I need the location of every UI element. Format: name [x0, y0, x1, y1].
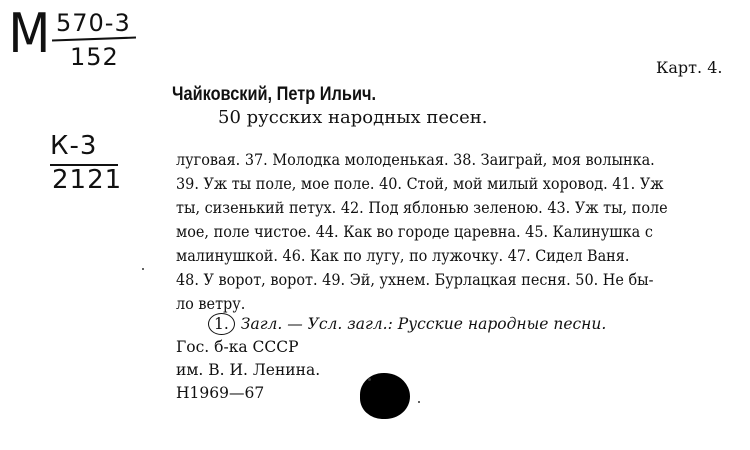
handwritten-shelf-subnumber: 152	[70, 43, 119, 71]
work-title: 50 русских народных песен.	[218, 107, 488, 128]
library-name-continued: им. В. И. Ленина.	[176, 361, 321, 379]
handwritten-k-subcode: 2121	[52, 165, 123, 195]
catalog-number: Н1969—67	[176, 384, 265, 402]
library-name: Гос. б-ка СССР	[176, 338, 299, 356]
contents-line: ло ветру.	[176, 295, 246, 313]
note-number: 1.	[208, 313, 235, 335]
contents-line: 39. Уж ты поле, мое поле. 40. Стой, мой милый хоровод. 41. Уж	[176, 175, 664, 193]
author-heading: Чайковский, Петр Ильич.	[172, 84, 377, 105]
card-number: Карт. 4.	[656, 58, 723, 77]
handwritten-k-code: К-3	[50, 131, 98, 161]
title-note	[208, 312, 606, 336]
ink-speck	[368, 378, 371, 381]
ink-speck	[418, 401, 420, 403]
note-text: Загл. — Усл. загл.: Русские народные песни.	[240, 315, 607, 333]
handwritten-m-mark: М	[8, 2, 52, 65]
contents-line: мое, поле чистое. 44. Как во городе царевна. 45. Калинушка с	[176, 223, 653, 241]
contents-line: ты, сизенький петух. 42. Под яблонью зеленою. 43. Уж ты, поле	[176, 199, 668, 217]
contents-text	[176, 148, 736, 316]
ink-speck	[142, 268, 144, 270]
contents-line: 48. У ворот, ворот. 49. Эй, ухнем. Бурлацкая песня. 50. Не бы-	[176, 271, 654, 289]
shelf-number-divider	[52, 37, 136, 42]
handwritten-shelf-number: 570-3	[56, 9, 131, 37]
contents-line: малинушкой. 46. Как по лугу, по лужочку. 47. Сидел Ваня.	[176, 247, 630, 265]
contents-line: луговая. 37. Молодка молоденькая. 38. Заиграй, моя волынка.	[176, 151, 655, 169]
